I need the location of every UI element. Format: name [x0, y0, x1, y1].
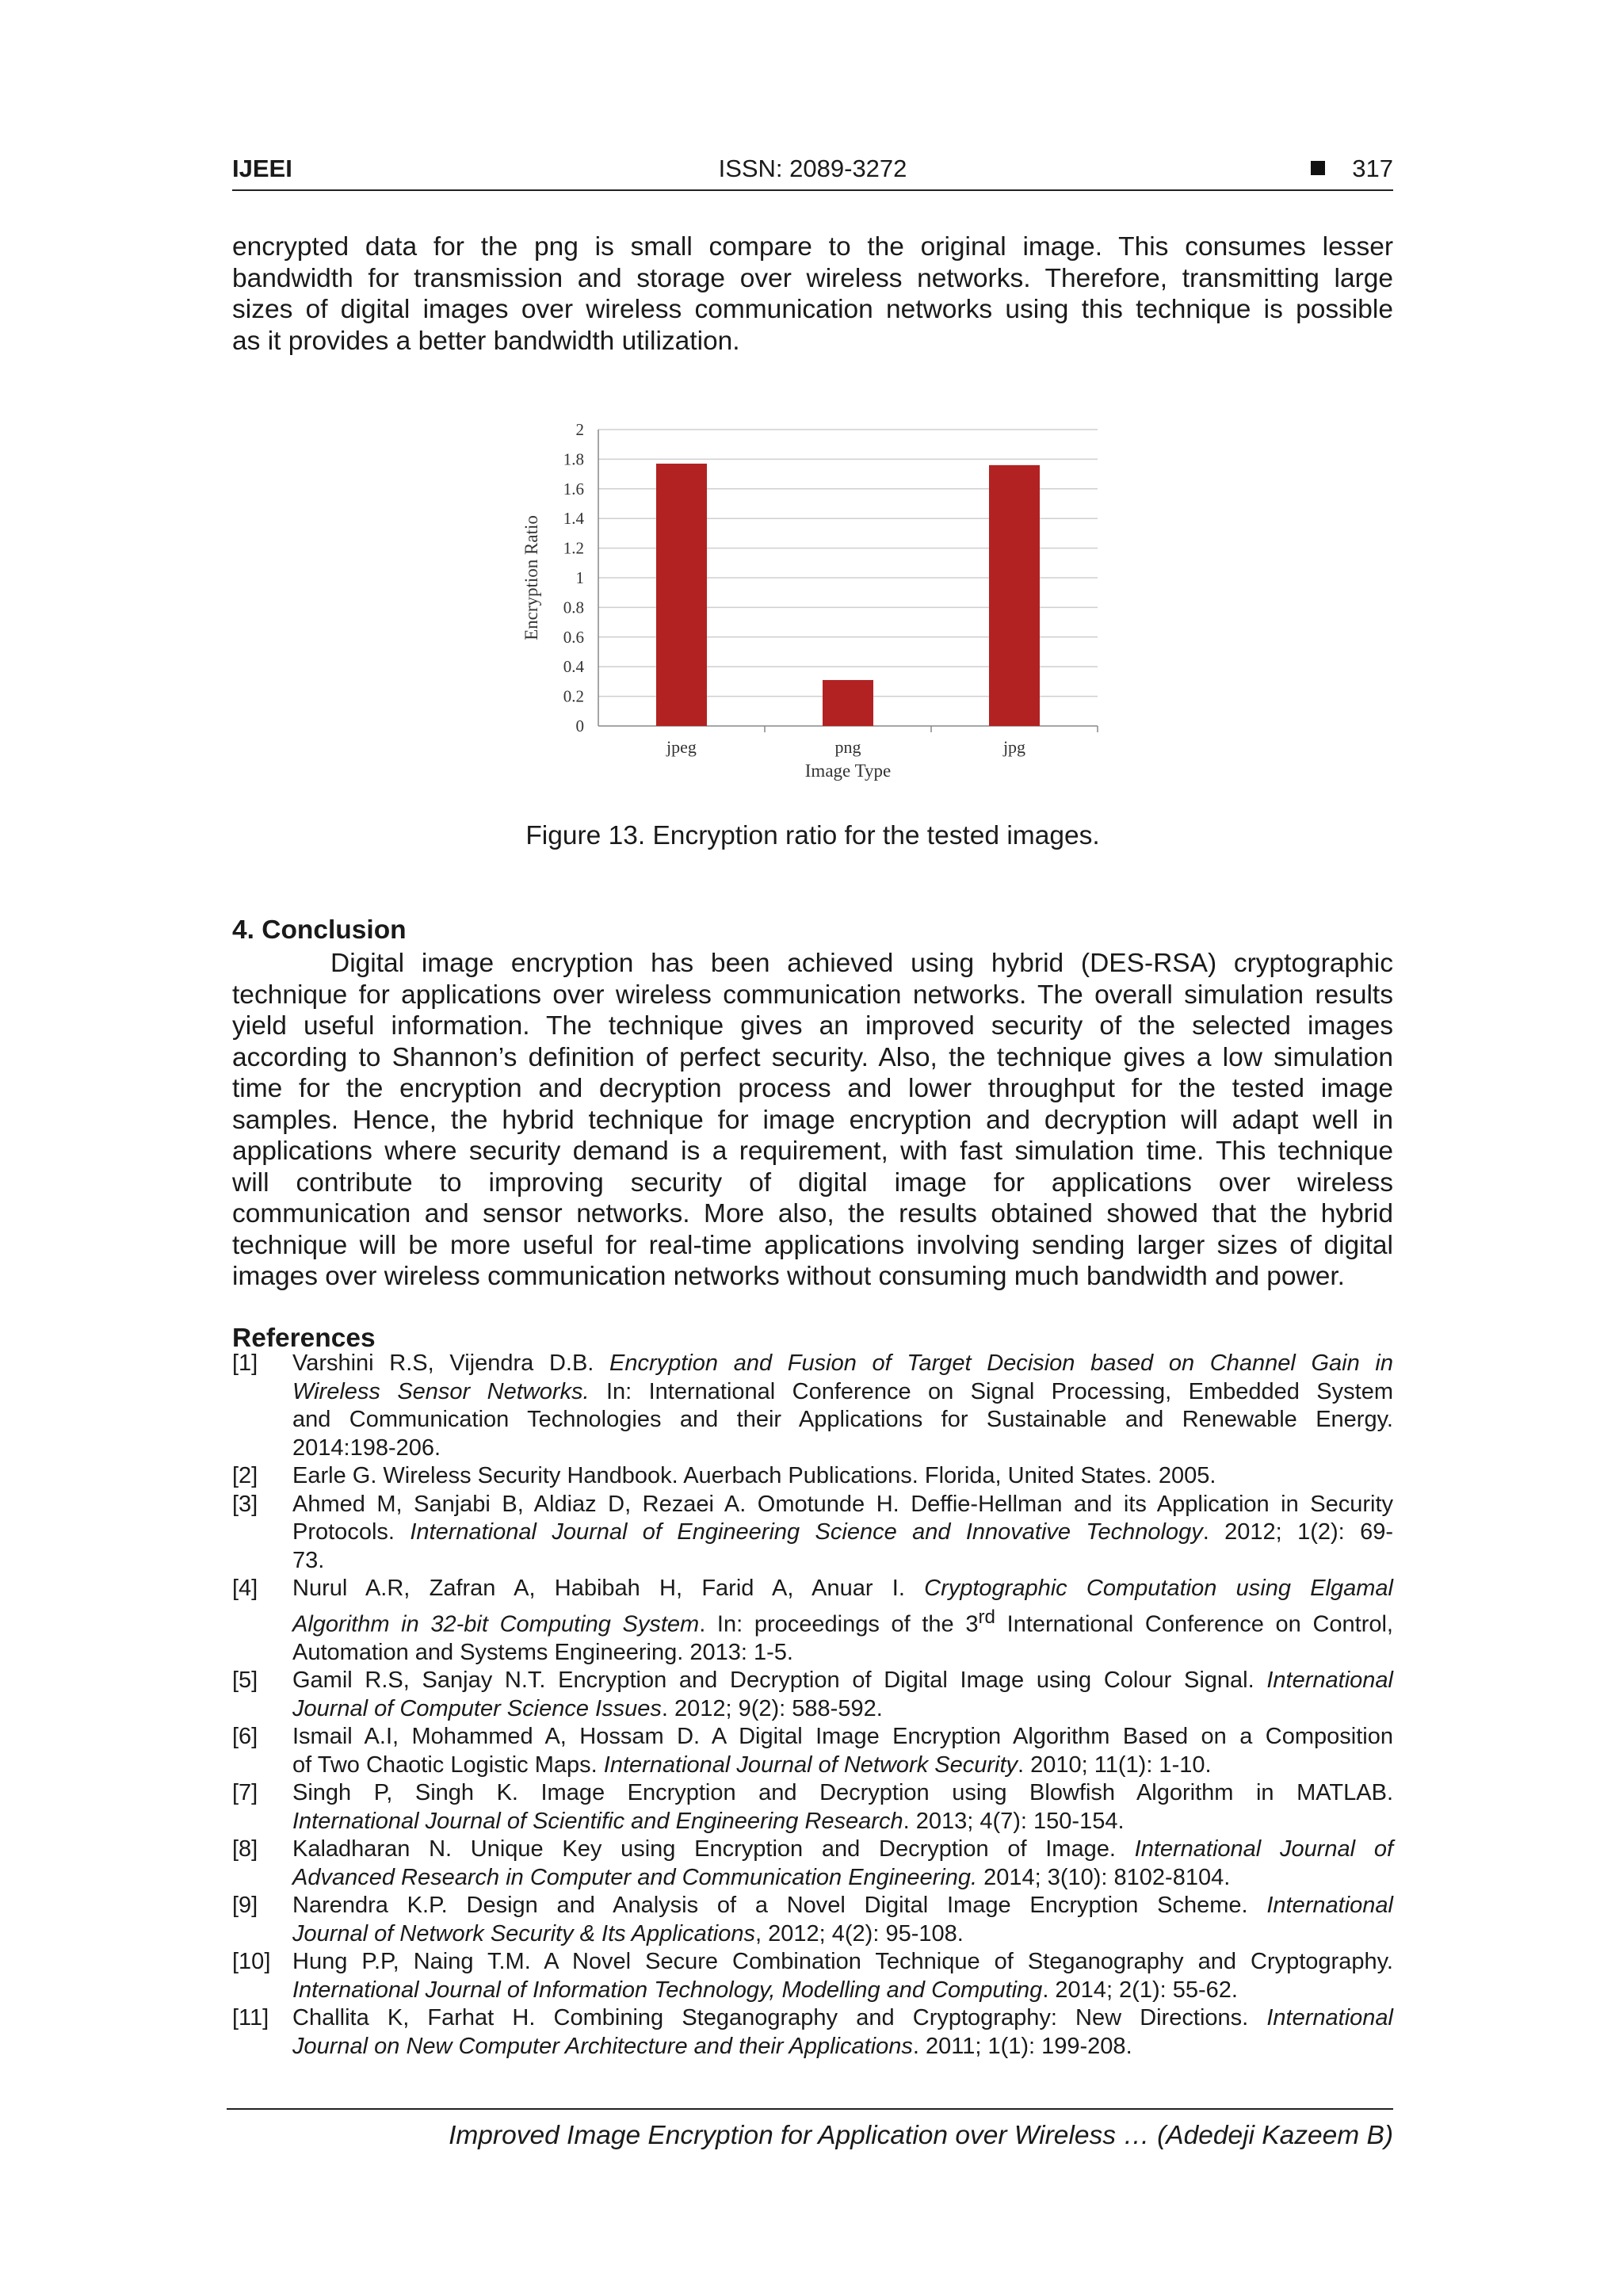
reference-item	[232, 2004, 1393, 2061]
reference-number: [3]	[232, 1491, 258, 1517]
reference-line: Journal on New Computer Architecture and their Applications. 2011; 1(1): 199-208.	[292, 2033, 1132, 2059]
reference-line: Nurul A.R, Zafran A, Habibah H, Farid A, Anuar I. Cryptographic Computation using Elgamal	[292, 1576, 1393, 1601]
intro-line: encrypted data for the png is small compare to the original image. This consumes lesser	[232, 232, 1393, 262]
reference-number: [5]	[232, 1668, 258, 1694]
reference-number: [1]	[232, 1350, 258, 1376]
y-tick-label: 1.8	[563, 449, 584, 469]
reference-line: Protocols. International Journal of Engineering Science and Innovative Technology. 2012; 1(2): 69-	[292, 1519, 1394, 1545]
x-axis-title: Image Type	[804, 761, 892, 781]
reference-item	[232, 1836, 1393, 1892]
conclusion-line: technique will be more useful for real-time applications involving sending larger sizes of digital	[232, 1230, 1393, 1260]
reference-line: Hung P.P, Naing T.M. A Novel Secure Combination Technique of Steganography and Cryptography.	[292, 1949, 1393, 1975]
page-footer	[227, 2108, 1393, 2150]
reference-line: Advanced Research in Computer and Communication Engineering. 2014; 3(10): 8102-8104.	[292, 1864, 1231, 1890]
x-tick-label: jpg	[1002, 737, 1026, 757]
y-tick-label: 0	[575, 716, 584, 735]
reference-item	[232, 1723, 1393, 1779]
y-tick-label: 1.2	[563, 538, 584, 558]
reference-text	[292, 1350, 1393, 1462]
reference-text	[292, 1491, 1393, 1576]
reference-text	[292, 2004, 1393, 2061]
page-number: 317	[1352, 155, 1393, 182]
reference-item	[232, 1491, 1393, 1576]
reference-list	[232, 1350, 1393, 2061]
reference-line: Kaladharan N. Unique Key using Encryption and Decryption of Image. International Journal of	[292, 1836, 1394, 1862]
reference-number: [11]	[232, 2005, 269, 2031]
reference-item	[232, 1462, 1393, 1491]
reference-text	[292, 1779, 1393, 1836]
y-tick-label: 1.4	[563, 509, 584, 529]
reference-text	[292, 1723, 1393, 1779]
conclusion-line: yield useful information. The technique gives an improved security of the selected images	[232, 1011, 1393, 1041]
bar	[656, 464, 707, 726]
intro-paragraph	[232, 231, 1393, 357]
reference-line: Ahmed M, Sanjabi B, Aldiaz D, Rezaei A. Omotunde H. Deffie-Hellman and its Application in Security	[292, 1491, 1393, 1517]
reference-line: 2014:198-206.	[292, 1435, 441, 1461]
reference-text	[292, 1948, 1393, 2004]
reference-number: [8]	[232, 1836, 258, 1862]
bar	[989, 465, 1040, 726]
issn: ISSN: 2089-3272	[718, 155, 907, 182]
reference-line: Singh P, Singh K. Image Encryption and Decryption using Blowfish Algorithm in MATLAB.	[292, 1780, 1393, 1806]
conclusion-line: images over wireless communication networks without consuming much bandwidth and power.	[232, 1262, 1345, 1291]
reference-item	[232, 1948, 1393, 2004]
conclusion-line: applications where security demand is a requirement, with fast simulation time. This technique	[232, 1137, 1393, 1166]
reference-line: Challita K, Farhat H. Combining Steganography and Cryptography: New Directions. International	[292, 2005, 1393, 2031]
y-axis-title: Encryption Ratio	[521, 515, 541, 640]
reference-line: and Communication Technologies and their Applications for Sustainable and Renewable Energy.	[292, 1407, 1393, 1432]
reference-item	[232, 1350, 1393, 1462]
conclusion-line: will contribute to improving security of digital image for applications over wireless	[232, 1167, 1393, 1198]
reference-line: Automation and Systems Engineering. 2013: 1-5.	[292, 1639, 793, 1665]
reference-line: Earle G. Wireless Security Handbook. Auerbach Publications. Florida, United States. 2005.	[292, 1463, 1216, 1488]
reference-text	[292, 1892, 1393, 1948]
intro-line: as it provides a better bandwidth utilization.	[232, 326, 740, 356]
reference-line: Journal of Computer Science Issues. 2012; 9(2): 588-592.	[292, 1695, 883, 1721]
conclusion-line: Digital image encryption has been achieved using hybrid (DES-RSA) cryptographic	[330, 949, 1393, 978]
reference-line: Varshini R.S, Vijendra D.B. Encryption and Fusion of Target Decision based on Channel Gain in	[292, 1350, 1393, 1376]
square-bullet-icon	[1311, 161, 1325, 175]
page-number-wrap	[1311, 155, 1393, 183]
conclusion-heading: 4. Conclusion	[232, 915, 407, 945]
conclusion-paragraph	[232, 948, 1393, 1293]
reference-item	[232, 1892, 1393, 1948]
conclusion-line: according to Shannon’s definition of perfect security. Also, the technique gives a low simulation	[232, 1042, 1393, 1072]
reference-item	[232, 1667, 1393, 1723]
reference-number: [2]	[232, 1463, 258, 1488]
conclusion-line: time for the encryption and decryption process and lower throughput for the tested image	[232, 1074, 1393, 1103]
running-title: Improved Image Encryption for Application over Wireless … (Adedeji Kazeem B)	[449, 2121, 1393, 2150]
reference-number: [7]	[232, 1780, 258, 1806]
reference-line: Ismail A.I, Mohammed A, Hossam D. A Digital Image Encryption Algorithm Based on a Composition	[292, 1724, 1393, 1750]
y-tick-label: 0.2	[563, 686, 584, 706]
reference-item	[232, 1779, 1393, 1836]
y-tick-label: 0.6	[563, 627, 584, 647]
reference-line: Journal of Network Security & Its Applications, 2012; 4(2): 95-108.	[292, 1920, 964, 1946]
x-tick-label: jpeg	[666, 737, 697, 757]
reference-line: Wireless Sensor Networks. In: International Conference on Signal Processing, Embedded System	[292, 1378, 1393, 1404]
reference-text	[292, 1462, 1393, 1491]
conclusion-line: technique for applications over wireless communication networks. The overall simulation results	[232, 980, 1393, 1010]
reference-number: [6]	[232, 1724, 258, 1750]
reference-text	[292, 1575, 1393, 1667]
reference-number: [10]	[232, 1949, 271, 1975]
references-heading: References	[232, 1324, 376, 1353]
conclusion-line: communication and sensor networks. More also, the results obtained showed that the hybrid	[232, 1199, 1393, 1228]
reference-line: International Journal of Information Technology, Modelling and Computing. 2014; 2(1): 55-62.	[292, 1977, 1238, 2003]
y-tick-label: 0.8	[563, 598, 584, 617]
reference-number: [4]	[232, 1576, 258, 1601]
intro-line: sizes of digital images over wireless communication networks using this technique is possible	[232, 295, 1393, 324]
figure-caption: Figure 13. Encryption ratio for the tested images.	[525, 821, 1100, 850]
reference-line: Gamil R.S, Sanjay N.T. Encryption and Decryption of Digital Image using Colour Signal. International	[292, 1668, 1393, 1694]
intro-line: bandwidth for transmission and storage over wireless networks. Therefore, transmitting large	[232, 263, 1393, 293]
y-tick-label: 1	[575, 568, 584, 587]
reference-line: 73.	[292, 1547, 325, 1573]
encryption-ratio-chart	[507, 412, 1109, 785]
journal-name: IJEEI	[232, 155, 292, 182]
reference-line: Narendra K.P. Design and Analysis of a Novel Digital Image Encryption Scheme. International	[292, 1893, 1393, 1919]
y-tick-label: 1.6	[563, 479, 584, 499]
reference-text	[292, 1667, 1393, 1723]
bar	[823, 680, 873, 726]
reference-line: of Two Chaotic Logistic Maps. International Journal of Network Security. 2010; 11(1): 1-10.	[292, 1752, 1212, 1778]
y-tick-label: 2	[575, 420, 584, 439]
reference-text	[292, 1836, 1393, 1892]
reference-line: Algorithm in 32-bit Computing System. In: proceedings of the 3rd International Conference on Control,	[292, 1606, 1393, 1637]
reference-line: International Journal of Scientific and Engineering Research. 2013; 4(7): 150-154.	[292, 1808, 1125, 1834]
y-tick-label: 0.4	[563, 657, 584, 677]
x-tick-label: png	[834, 737, 861, 757]
page-header	[232, 155, 1393, 191]
reference-item	[232, 1575, 1393, 1667]
reference-number: [9]	[232, 1893, 258, 1919]
conclusion-line: samples. Hence, the hybrid technique for image encryption and decryption will adapt well in	[232, 1105, 1393, 1135]
